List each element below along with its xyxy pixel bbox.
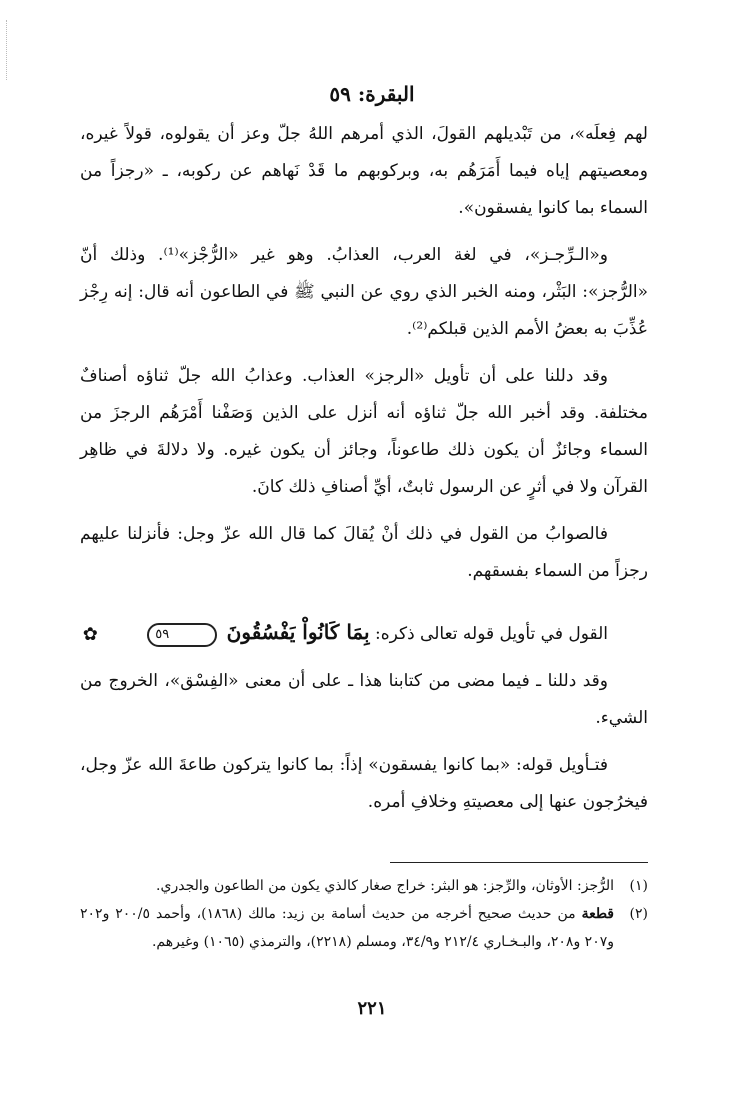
footnote-number: (٢) [629, 906, 648, 922]
paragraph-6: فتـأويل قوله: «بما كانوا يفسقون» إذاً: بما كانوا يتركون طاعةَ الله عزّ وجل، فيخرُجون عنها إلى معصيتهِ وخلافِ أمره. [80, 754, 648, 812]
running-title: البقرة: ٥٩ [329, 82, 415, 106]
heading-prefix: القول في تأويل قوله تعالى ذكره: [374, 624, 608, 644]
footnote-1 [80, 872, 648, 900]
main-text [80, 116, 648, 831]
footnote-number: (١) [629, 878, 648, 894]
page-number: ٢٢١ [357, 998, 387, 1019]
paragraph-4: فالصوابُ من القول في ذلك أنْ يُقالَ كما قال الله عزّ وجل: فأنزلنا عليهم رجزاً من السماء بفسقهم. [80, 524, 648, 581]
footnote-body: من حديث صحيح أخرجه من حديث أسامة بن زيد: مالك (١٨٦٨)، وأحمد ٢٠٠/٥ و٢٠٢ و٢٠٧ و٢٠٨، والبـخـاري ٢١٢/٤ و٣٤/٩، ومسلم (٢٢١٨)، والترمذي (١٠٦٥) وغيرهم. [80, 906, 614, 950]
paragraph-5: وقد دللنا ـ فيما مضى من كتابنا هذا ـ على أن معنى «الفِسْق»، الخروج من الشيء. [80, 670, 648, 728]
footnote-lead: قطعة [581, 906, 614, 922]
footnote-text: الرُّجز: الأوثان، والرِّجز: هو البثر: خراج صغار كالذي يكون من الطاعون والجدري. [156, 878, 614, 894]
footnote-divider [390, 862, 648, 863]
quran-verse: بِمَا كَانُواْ يَفْسُقُونَ [226, 620, 370, 644]
footnote-2 [80, 900, 648, 956]
paragraph-2: و«الـرِّجـز»، في لغة العرب، العذابُ. وهو غير «الرُّجْز»⁽¹⁾. وذلك أنّ «الرُّجز»: البَثْر، ومنه الخبر الذي روي عن النبي ﷺ في الطاعون أنه قال: إنه رِجْز عُذِّبَ به بعضُ الأمم الذين قبلكم⁽²⁾. [80, 245, 648, 339]
footnotes [80, 872, 648, 956]
section-heading [80, 612, 648, 655]
scan-edge-mark [6, 20, 15, 80]
paragraph-3: وقد دللنا على أن تأويل «الرجز» العذاب. وعذابُ الله جلّ ثناؤه أصنافٌ مختلفة. وقد أخبر الله جلّ ثناؤه أنه أنزل على الذين وَصَفْنا أَمْرَهُم الرجزَ من السماء وجائزٌ أن يكون ذلك طاعوناً، وجائز أن يكون غيره. ولا دلالةَ في ظاهِر القرآن ولا في أثرٍ عن الرسول ثابتٌ، أيِّ أصنافِ ذلك كانَ. [80, 366, 648, 497]
footnote-text [80, 900, 614, 956]
ayah-number-marker: ٥٩ [147, 623, 217, 647]
flower-ornament-icon: ✿ [82, 623, 98, 645]
paragraph-1: لهم فِعلَه»، من تَبْديلهم القولَ، الذي أمرهم اللهُ جلّ وعز أن يقولوه، قولاً غيره، ومعصيتهم إياه فيما أَمَرَهُم به، وبركوبهم ما قَدْ نَهاهم عن ركوبه، ـ «رجزاً من السماء بما كانوا يفسقون». [80, 124, 648, 218]
